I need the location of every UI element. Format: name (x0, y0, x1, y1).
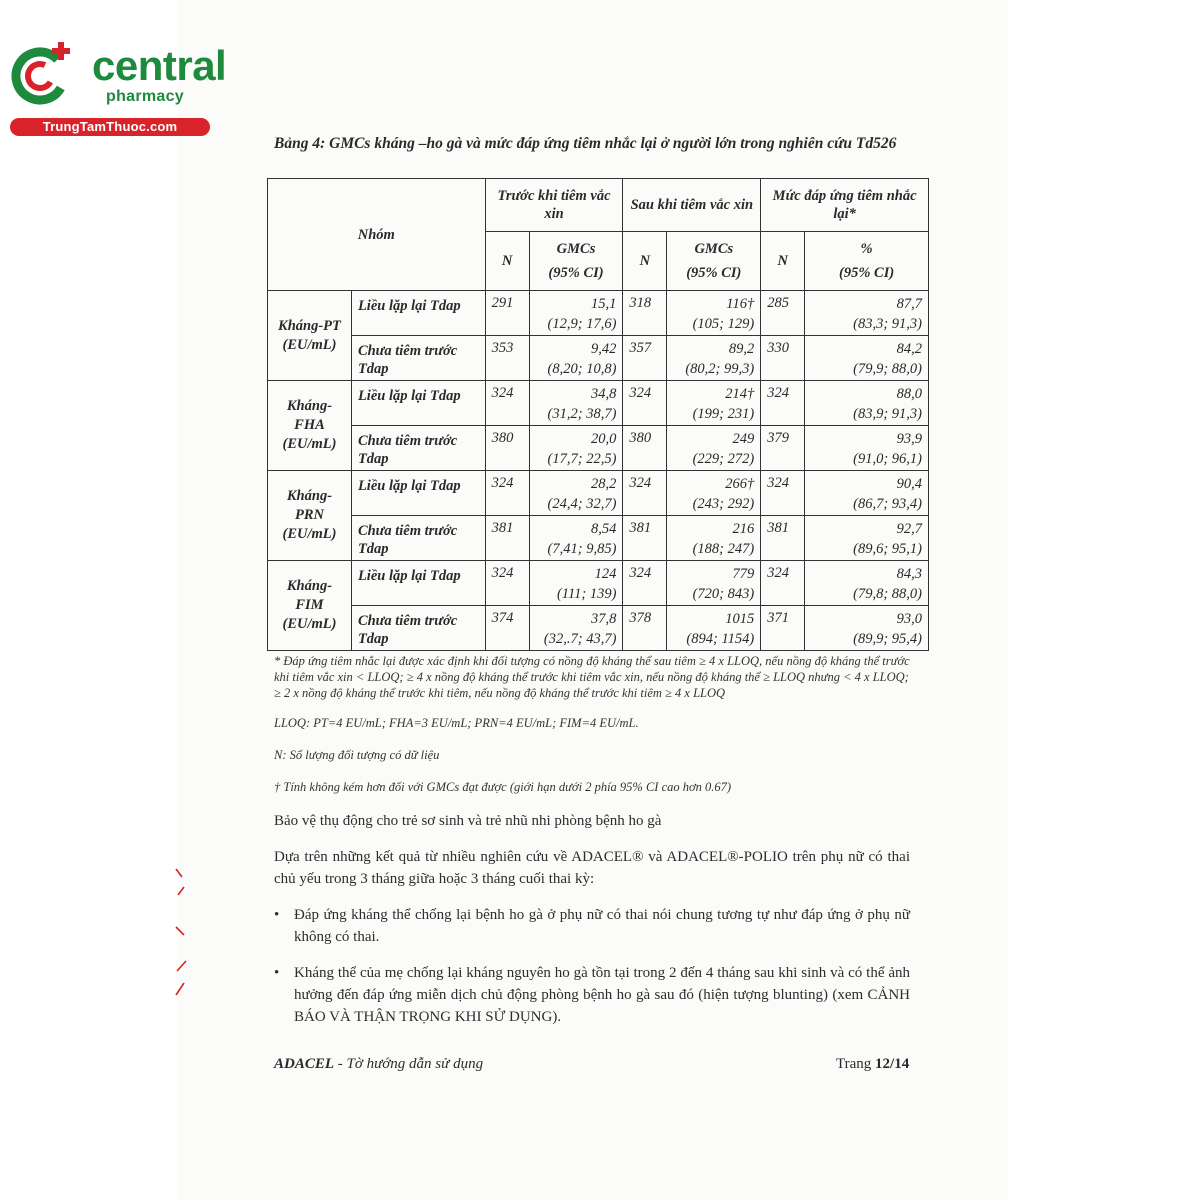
n-cell: 324 (623, 381, 667, 426)
value-cell (805, 381, 929, 426)
confidence-interval: (83,9; 91,3) (853, 406, 922, 422)
confidence-interval: (894; 1154) (686, 631, 755, 647)
subgroup-label: Chưa tiêm trước Tdap (351, 516, 485, 561)
n-cell: 380 (485, 426, 529, 471)
bullet-text: Đáp ứng kháng thể chống lại bệnh ho gà ở phụ nữ có thai nói chung tương tự như đáp ứng ở phụ nữ không có thai. (294, 907, 910, 945)
table-caption: Bảng 4: GMCs kháng –ho gà và mức đáp ứng tiêm nhắc lại ở người lớn trong nghiên cứu Td526 (274, 135, 897, 152)
point-estimate: 1015 (725, 611, 755, 627)
value-cell (529, 471, 623, 516)
gmc-header (529, 232, 623, 291)
point-estimate: 84,3 (896, 566, 922, 582)
subgroup-label: Liều lặp lại Tdap (351, 291, 485, 336)
value-cell (805, 516, 929, 561)
value-cell (805, 336, 929, 381)
ci-label: (95% CI) (838, 265, 895, 281)
point-estimate: 116† (726, 296, 755, 312)
antibody-group-label: Kháng-FIM (EU/mL) (268, 561, 352, 651)
n-cell: 324 (761, 561, 805, 606)
value-cell (805, 471, 929, 516)
n-cell: 371 (761, 606, 805, 651)
point-estimate: 87,7 (896, 296, 922, 312)
col-group-after: Sau khi tiêm vắc xin (623, 179, 761, 232)
point-estimate: 9,42 (591, 341, 617, 357)
n-cell: 374 (485, 606, 529, 651)
table-row (268, 426, 929, 471)
value-cell (529, 291, 623, 336)
table-row (268, 561, 929, 606)
confidence-interval: (188; 247) (692, 541, 755, 557)
page-label: Trang (836, 1056, 876, 1072)
confidence-interval: (8,20; 10,8) (547, 361, 617, 377)
confidence-interval: (89,9; 95,4) (853, 631, 922, 647)
confidence-interval: (17,7; 22,5) (547, 451, 617, 467)
n-cell: 381 (623, 516, 667, 561)
value-cell (667, 291, 761, 336)
footer-product: ADACEL (274, 1056, 335, 1072)
point-estimate: 88,0 (896, 386, 922, 402)
n-header: N (485, 232, 529, 291)
value-cell (529, 426, 623, 471)
footer-title (274, 1056, 483, 1073)
n-cell: 357 (623, 336, 667, 381)
point-estimate: 93,9 (896, 431, 922, 447)
pct-header (805, 232, 929, 291)
value-cell (667, 336, 761, 381)
value-cell (667, 471, 761, 516)
value-cell (667, 561, 761, 606)
confidence-interval: (111; 139) (556, 586, 617, 602)
value-cell (667, 516, 761, 561)
subgroup-label: Chưa tiêm trước Tdap (351, 606, 485, 651)
point-estimate: 214† (725, 386, 755, 402)
n-cell: 380 (623, 426, 667, 471)
point-estimate: 249 (732, 431, 755, 447)
antibody-group-label: Kháng-PT (EU/mL) (268, 291, 352, 381)
point-estimate: 93,0 (896, 611, 922, 627)
logo-subtitle: pharmacy (106, 88, 184, 105)
value-cell (805, 426, 929, 471)
n-cell: 324 (485, 561, 529, 606)
subgroup-label: Liều lặp lại Tdap (351, 381, 485, 426)
point-estimate: 124 (594, 566, 617, 582)
confidence-interval: (83,3; 91,3) (853, 316, 922, 332)
subgroup-label: Liều lặp lại Tdap (351, 471, 485, 516)
subgroup-label: Chưa tiêm trước Tdap (351, 426, 485, 471)
table-row (268, 381, 929, 426)
confidence-interval: (91,0; 96,1) (853, 451, 922, 467)
point-estimate: 20,0 (591, 431, 617, 447)
confidence-interval: (24,4; 32,7) (547, 496, 617, 512)
n-cell: 381 (485, 516, 529, 561)
ci-label: (95% CI) (686, 265, 742, 281)
value-cell (667, 381, 761, 426)
margin-stamp-marks (172, 865, 192, 1000)
confidence-interval: (105; 129) (692, 316, 755, 332)
point-estimate: 90,4 (896, 476, 922, 492)
point-estimate: 8,54 (591, 521, 617, 537)
value-cell (529, 561, 623, 606)
confidence-interval: (243; 292) (692, 496, 755, 512)
pct-label: % (860, 241, 873, 257)
gmc-table (267, 178, 929, 651)
bullet-dot-icon: • (274, 907, 280, 923)
page-number (836, 1056, 909, 1073)
intro-paragraph: Dựa trên những kết quả từ nhiều nghiên cứu về ADACEL® và ADACEL®-POLIO trên phụ nữ có thai chủ yếu trong 3 tháng giữa hoặc 3 tháng cuối thai kỳ: (274, 849, 910, 887)
note-star: * Đáp ứng tiêm nhắc lại được xác định khi đối tượng có nồng độ kháng thể sau tiêm ≥ 4 x LLOQ, nếu nồng độ kháng thể trước khi tiêm vắc xin < LLOQ; ≥ 4 x nồng độ kháng thể trước khi tiêm vắc xin, nếu nồng độ kháng thể ≥ LLOQ nhưng < 4 x LLOQ; ≥ 2 x nồng độ kháng thể trước khi tiêm, nếu nồng độ kháng thể trước khi tiêm ≥ 4 x LLOQ (274, 654, 910, 700)
value-cell (667, 606, 761, 651)
n-header: N (623, 232, 667, 291)
point-estimate: 34,8 (591, 386, 617, 402)
logo-name: central (92, 42, 227, 89)
confidence-interval: (79,9; 88,0) (853, 361, 922, 377)
confidence-interval: (12,9; 17,6) (547, 316, 617, 332)
confidence-interval: (80,2; 99,3) (685, 361, 755, 377)
n-cell: 285 (761, 291, 805, 336)
gmc-label: GMCs (556, 241, 596, 257)
point-estimate: 216 (732, 521, 755, 537)
n-cell: 381 (761, 516, 805, 561)
n-header: N (761, 232, 805, 291)
bullet-text: Kháng thể của mẹ chống lại kháng nguyên ho gà tồn tại trong 2 đến 4 tháng sau khi sinh và có thể ảnh hưởng đến đáp ứng miễn dịch chủ động phòng bệnh ho gà sau đó (hiện tượng blunting) (xem CẢNH BÁO VÀ THẬN TRỌNG KHI SỬ DỤNG). (294, 965, 910, 1025)
central-pharmacy-logo[interactable] (10, 38, 227, 138)
gmc-label: GMCs (694, 241, 734, 257)
n-cell: 379 (761, 426, 805, 471)
value-cell (805, 291, 929, 336)
table-row (268, 336, 929, 381)
confidence-interval: (229; 272) (692, 451, 755, 467)
confidence-interval: (7,41; 9,85) (547, 541, 617, 557)
pharmacy-cross-icon (10, 38, 80, 108)
value-cell (529, 606, 623, 651)
value-cell (805, 561, 929, 606)
n-cell: 330 (761, 336, 805, 381)
point-estimate: 89,2 (728, 341, 755, 357)
confidence-interval: (89,6; 95,1) (853, 541, 922, 557)
antibody-group-label: Kháng-FHA (EU/mL) (268, 381, 352, 471)
ci-label: (95% CI) (548, 265, 604, 281)
n-cell: 324 (485, 471, 529, 516)
bullet-item (274, 962, 910, 1028)
table-row (268, 471, 929, 516)
n-cell: 378 (623, 606, 667, 651)
point-estimate: 84,2 (896, 341, 922, 357)
note-n: N: Số lượng đối tượng có dữ liệu (274, 748, 440, 762)
point-estimate: 15,1 (591, 296, 617, 312)
section-heading: Bảo vệ thụ động cho trẻ sơ sinh và trẻ nhũ nhi phòng bệnh ho gà (274, 813, 662, 829)
n-cell: 324 (485, 381, 529, 426)
confidence-interval: (31,2; 38,7) (547, 406, 617, 422)
point-estimate: 92,7 (896, 521, 922, 537)
confidence-interval: (199; 231) (692, 406, 755, 422)
confidence-interval: (32,.7; 43,7) (543, 631, 617, 647)
n-cell: 318 (623, 291, 667, 336)
n-cell: 324 (623, 471, 667, 516)
point-estimate: 266† (725, 476, 755, 492)
point-estimate: 37,8 (591, 611, 617, 627)
point-estimate: 28,2 (591, 476, 617, 492)
n-cell: 324 (623, 561, 667, 606)
n-cell: 324 (761, 471, 805, 516)
group-header: Nhóm (268, 179, 486, 291)
value-cell (667, 426, 761, 471)
bullet-item (274, 904, 910, 948)
table-body (268, 291, 929, 651)
note-lloq: LLOQ: PT=4 EU/mL; FHA=3 EU/mL; PRN=4 EU/mL; FIM=4 EU/mL. (274, 716, 639, 730)
confidence-interval: (79,8; 88,0) (853, 586, 922, 602)
note-dagger: † Tính không kém hơn đối với GMCs đạt được (giới hạn dưới 2 phía 95% CI cao hơn 0.67) (274, 780, 732, 794)
table-row (268, 516, 929, 561)
gmc-header (667, 232, 761, 291)
antibody-group-label: Kháng-PRN (EU/mL) (268, 471, 352, 561)
confidence-interval: (86,7; 93,4) (853, 496, 922, 512)
table-row (268, 606, 929, 651)
col-group-before: Trước khi tiêm vắc xin (485, 179, 623, 232)
col-group-response: Mức đáp ứng tiêm nhắc lại* (761, 179, 929, 232)
n-cell: 324 (761, 381, 805, 426)
value-cell (529, 381, 623, 426)
subgroup-label: Chưa tiêm trước Tdap (351, 336, 485, 381)
subgroup-label: Liều lặp lại Tdap (351, 561, 485, 606)
confidence-interval: (720; 843) (692, 586, 755, 602)
n-cell: 353 (485, 336, 529, 381)
n-cell: 291 (485, 291, 529, 336)
value-cell (805, 606, 929, 651)
value-cell (529, 336, 623, 381)
point-estimate: 779 (732, 566, 755, 582)
value-cell (529, 516, 623, 561)
table-row (268, 291, 929, 336)
logo-website[interactable]: TrungTamThuoc.com (10, 118, 210, 136)
footer-subtitle: - Tờ hướng dẫn sử dụng (334, 1056, 484, 1072)
page-value: 12/14 (875, 1056, 910, 1072)
bullet-dot-icon: • (274, 965, 280, 981)
